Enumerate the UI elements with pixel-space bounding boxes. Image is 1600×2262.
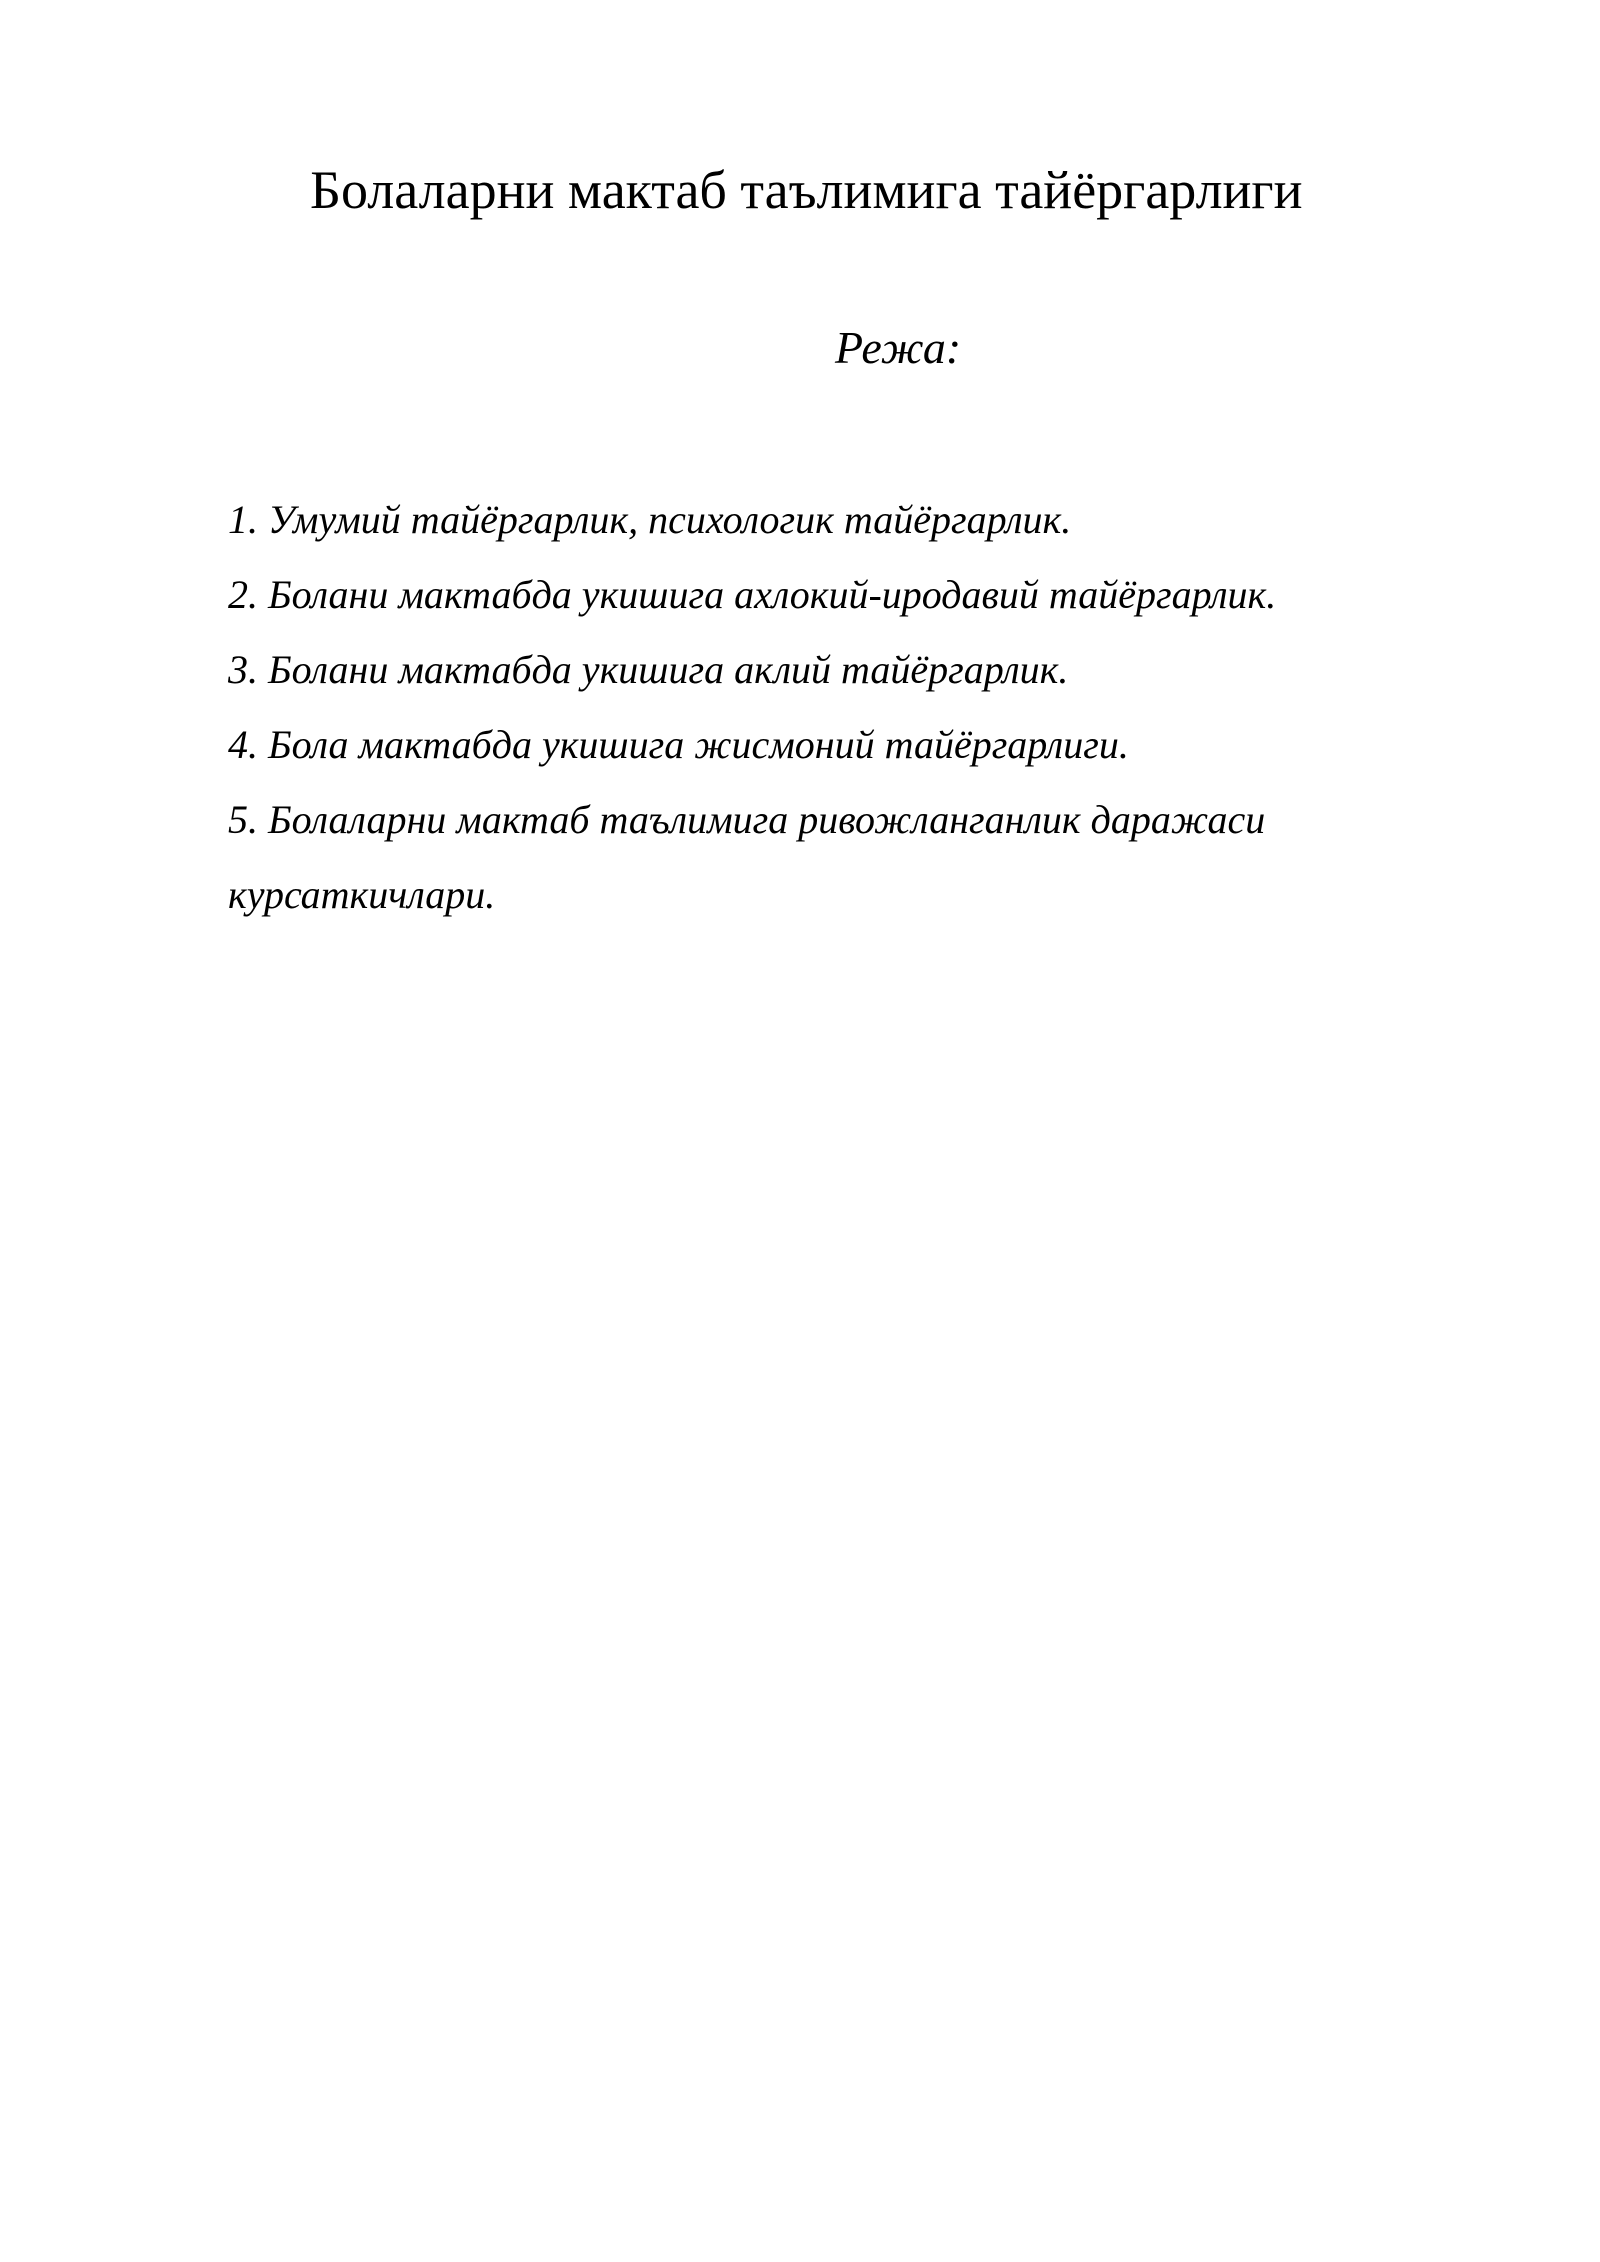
plan-item-2 [228, 557, 1408, 632]
plan-heading: Режа: [835, 322, 962, 373]
plan-item-text: Болани мактабда укишига аклий тайёргарлик. [268, 647, 1069, 692]
plan-item-text: Болаларни мактаб таълимига ривожланганлик даражаси курсаткичлари. [228, 797, 1266, 917]
plan-item-number: 4. [228, 722, 258, 767]
plan-item-number: 2. [228, 572, 258, 617]
plan-item-number: 5. [228, 797, 258, 842]
plan-item-text: Бола мактабда укишига жисмоний тайёргарлиги. [268, 722, 1129, 767]
plan-item-text: Умумий тайёргарлик, психологик тайёргарлик. [268, 497, 1072, 542]
plan-item-4 [228, 707, 1408, 782]
document-title: Болаларни мактаб таълимига тайёргарлиги [310, 160, 1303, 220]
plan-item-number: 3. [228, 647, 258, 692]
plan-item-1 [228, 482, 1408, 557]
plan-item-3 [228, 632, 1408, 707]
plan-item-text: Болани мактабда укишига ахлокий-иродавий тайёргарлик. [268, 572, 1277, 617]
plan-item-5 [228, 782, 1408, 932]
plan-list [228, 482, 1408, 932]
plan-item-number: 1. [228, 497, 258, 542]
